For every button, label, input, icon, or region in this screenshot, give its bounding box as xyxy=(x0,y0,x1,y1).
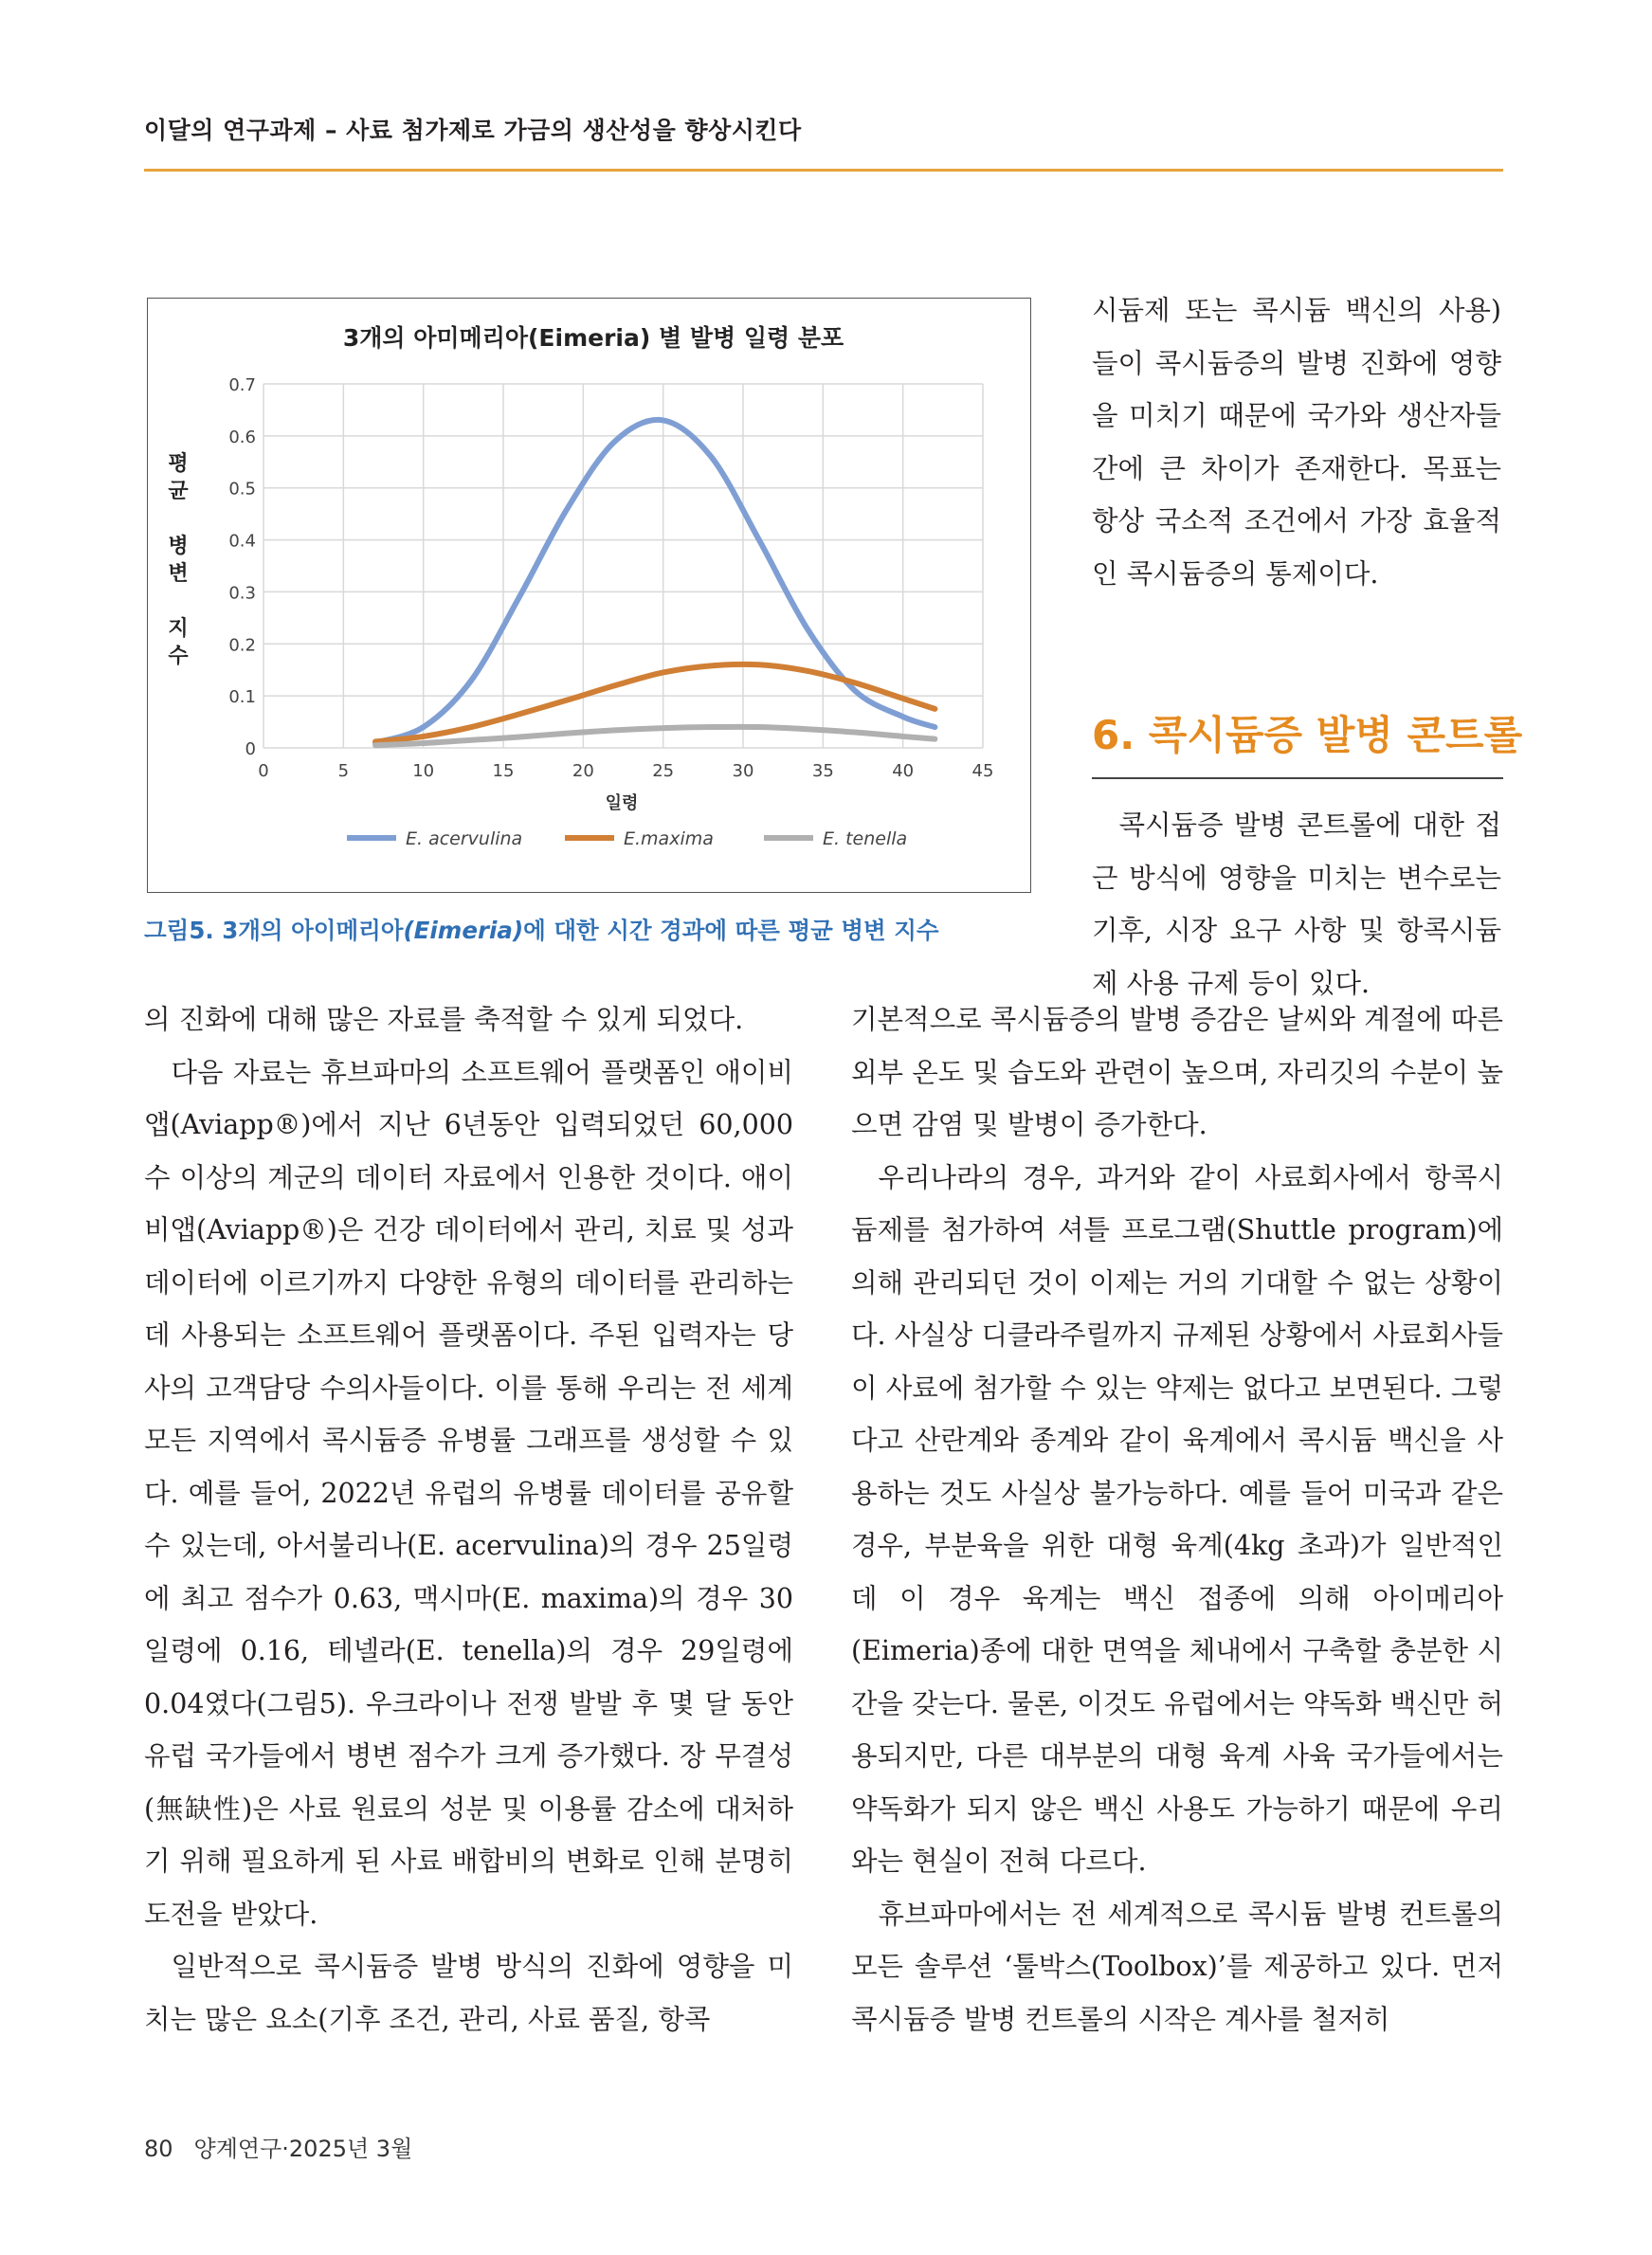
x-axis-label: 일령 xyxy=(605,793,639,813)
x-tick-label: 40 xyxy=(892,761,915,781)
y-tick-label: 0.6 xyxy=(228,427,256,447)
section-title: 6. 콕시듐증 발병 콘트롤 xyxy=(1092,712,1523,758)
legend-label: E. acervulina xyxy=(406,828,523,849)
y-tick-label: 0.4 xyxy=(228,531,256,552)
right-top-text xyxy=(1092,284,1501,600)
y-tick-label: 0.2 xyxy=(228,635,256,656)
y-tick-label: 0.7 xyxy=(228,375,256,395)
legend-label: E.maxima xyxy=(624,828,714,849)
paragraph: 의 진화에 대해 많은 자료를 축적할 수 있게 되었다. xyxy=(144,1004,744,1035)
x-tick-label: 0 xyxy=(258,761,269,781)
chart-figure xyxy=(147,298,1031,893)
series-line-eacervulina xyxy=(375,420,935,743)
x-tick-label: 5 xyxy=(337,761,350,781)
page-number: 80 xyxy=(144,2136,173,2162)
caption-italic: (Eimeria) xyxy=(403,917,524,944)
x-tick-label: 25 xyxy=(652,761,675,781)
x-tick-label: 30 xyxy=(732,761,754,781)
right-column xyxy=(851,993,1503,2046)
paragraph: 우리나라의 경우, 과거와 같이 사료회사에서 항콕시듐제를 첨가하여 셔틀 프로그램(Shuttle program)에 의해 관리되던 것이 이제는 거의 기대할 수 없는 상황이다. 사실상 디클라주릴까지 규제된 상황에서 사료회사들이 사료에 첨가할 수 있는 약제는 없다고 보면된다. 그렇다고 산란계와 종계와 같이 육계에서 콕시듐 백신을 사용하는 것도 사실상 불가능하다. 예를 들어 미국과 같은 경우, 부분육을 위한 대형 육계(4kg 초과)가 일반적인데 이 경우 육계는 백신 접종에 의해 아이메리아(Eimeria)종에 대한 면역을 체내에서 구축할 충분한 시간을 갖는다. 물론, 이것도 유럽에서는 약독화 백신만 허용되지만, 다른 대부분의 대형 육계 사육 국가들에서는 약독화가 되지 않은 백신 사용도 가능하기 때문에 우리와는 현실이 전혀 다르다. xyxy=(851,1161,1503,1877)
left-column xyxy=(144,993,793,2046)
caption-suffix: 에 대한 시간 경과에 따른 평균 병변 지수 xyxy=(523,917,939,944)
x-tick-label: 15 xyxy=(492,761,515,781)
section-rule xyxy=(1092,777,1503,779)
paragraph: 콕시듐증 발병 콘트롤에 대한 접근 방식에 영향을 미치는 변수로는 기후, 시장 요구 사항 및 항콕시듐제 사용 규제 등이 있다. xyxy=(1092,809,1501,999)
legend-label: E. tenella xyxy=(823,828,908,849)
paragraph: 일반적으로 콕시듐증 발병 방식의 진화에 영향을 미치는 많은 요소(기후 조건, 관리, 사료 품질, 항콕 xyxy=(144,1951,793,2035)
y-tick-label: 0.5 xyxy=(228,479,256,500)
chart-y-axis-label: 평 균 병 변 지 수 xyxy=(168,452,189,668)
paragraph: 다음 자료는 휴브파마의 소프트웨어 플랫폼인 애이비앱(Aviapp®)에서 지난 6년동안 입력되었던 60,000수 이상의 계군의 데이터 자료에서 인용한 것이다. 애이비앱(Aviapp®)은 건강 데이터에서 관리, 치료 및 성과 데이터에 이르기까지 다양한 유형의 데이터를 관리하는 데 사용되는 소프트웨어 플랫폼이다. 주된 입력자는 당사의 고객담당 수의사들이다. 이를 통해 우리는 전 세계 모든 지역에서 콕시듐증 유병률 그래프를 생성할 수 있다. 예를 들어, 2022년 유럽의 유병률 데이터를 공유할 수 있는데, 아서불리나(E. acervulina)의 경우 25일령에 최고 점수가 0.63, 맥시마(E. maxima)의 경우 30일령에 0.16, 테넬라(E. tenella)의 경우 29일령에 0.04였다(그림5). 우크라이나 전쟁 발발 후 몇 달 동안 유럽 국가들에서 병변 점수가 크게 증가했다. 장 무결성(無缺性)은 사료 원료의 성분 및 이용률 감소에 대처하기 위해 필요하게 된 사료 배합비의 변화로 인해 분명히 도전을 받았다. xyxy=(144,1056,793,1930)
paragraph: 시듐제 또는 콕시듐 백신의 사용)들이 콕시듐증의 발병 진화에 영향을 미치기 때문에 국가와 생산자들 간에 큰 차이가 존재한다. 목표는 항상 국소적 조건에서 가장 효율적인 콕시듐증의 통제이다. xyxy=(1092,295,1501,590)
journal-issue: 양계연구·2025년 3월 xyxy=(193,2136,413,2162)
paragraph: 기본적으로 콕시듐증의 발병 증감은 날씨와 계절에 따른 외부 온도 및 습도와 관련이 높으며, 자리깃의 수분이 높으면 감염 및 발병이 증가한다. xyxy=(851,1004,1503,1140)
caption-prefix: 그림5. 3개의 아이메리아 xyxy=(144,917,404,944)
x-tick-label: 45 xyxy=(971,761,994,781)
chart-svg xyxy=(148,299,1029,891)
x-tick-label: 20 xyxy=(572,761,594,781)
x-tick-label: 35 xyxy=(811,761,834,781)
y-tick-label: 0 xyxy=(245,739,256,759)
page-footer xyxy=(144,2130,412,2163)
chart-title: 3개의 아미메리아(Eimeria) 별 발병 일령 분포 xyxy=(342,324,844,352)
paragraph: 휴브파마에서는 전 세계적으로 콕시듐 발병 컨트롤의 모든 솔루션 ‘툴박스(Toolbox)’를 제공하고 있다. 먼저 콕시듐증 발병 컨트롤의 시작은 계사를 철저히 xyxy=(851,1898,1503,2035)
header-rule xyxy=(144,169,1503,172)
section-intro xyxy=(1092,799,1501,1009)
y-tick-label: 0.1 xyxy=(228,687,256,708)
running-header: 이달의 연구과제 – 사료 첨가제로 가금의 생산성을 향상시킨다 xyxy=(144,117,802,144)
figure-caption xyxy=(144,913,939,946)
y-tick-label: 0.3 xyxy=(228,583,256,604)
x-tick-label: 10 xyxy=(412,761,435,781)
